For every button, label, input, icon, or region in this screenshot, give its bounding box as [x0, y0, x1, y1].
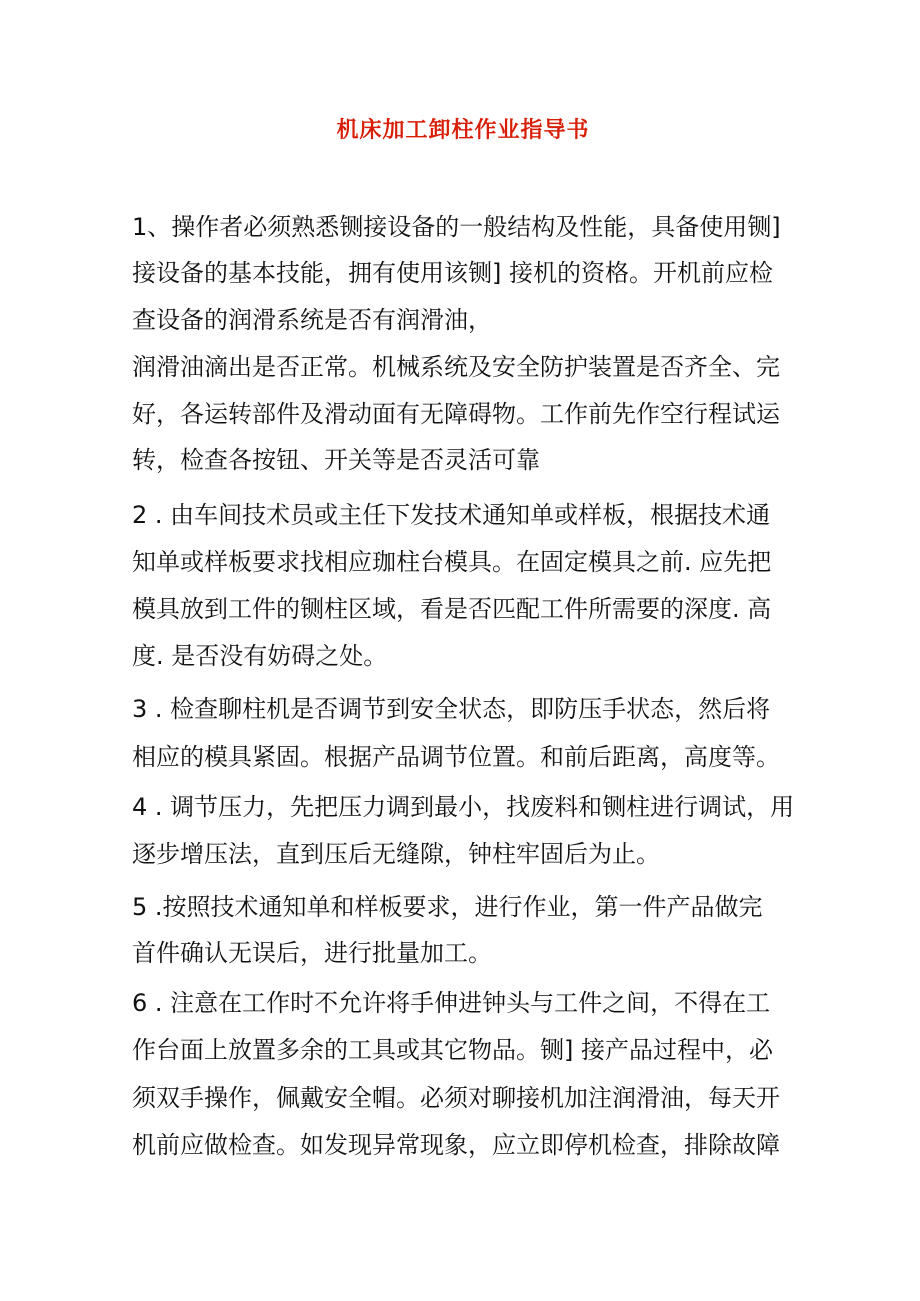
text-line: 相应的模具紧固。根据产品调节位置。和前后距离，高度等。: [132, 743, 780, 771]
text-line: 知单或样板要求找相应珈柱台模具。在固定模具之前. 应先把: [132, 548, 772, 576]
text-line: 转，检查各按钮、开关等是否灵活可靠: [132, 446, 540, 474]
text-line: 机前应做检查。如发现异常现象，应立即停机检查，排除故障: [132, 1131, 780, 1159]
document-title: 机床加工卸柱作业指导书: [336, 118, 590, 143]
text-line: 接设备的基本技能，拥有使用该铡] 接机的资格。开机前应检: [132, 259, 773, 287]
text-line: 5 .按照技术通知单和样板要求，进行作业，第一件产品做完: [132, 893, 763, 921]
text-line: 6 . 注意在工作时不允许将手伸进钟头与工件之间，不得在工: [132, 989, 771, 1017]
text-line: 逐步增压法，直到压后无缝隙，钟柱牢固后为止。: [132, 840, 660, 868]
text-line: 4 . 调节压力，先把压力调到最小，找废料和铡柱进行调试，用: [132, 793, 795, 821]
text-line: 模具放到工件的铡柱区域，看是否匹配工件所需要的深度. 高: [132, 595, 772, 623]
text-line: 须双手操作，佩戴安全帽。必须对聊接机加注润滑油，每天开: [132, 1084, 780, 1112]
text-line: 润滑油滴出是否正常。机械系统及安全防护装置是否齐全、完: [132, 353, 780, 381]
text-line: 首件确认无误后，进行批量加工。: [132, 939, 492, 967]
text-line: 2 . 由车间技术员或主任下发技术通知单或样板，根据技术通: [132, 501, 771, 529]
text-line: 查设备的润滑系统是否有润滑油，: [132, 306, 492, 334]
text-line: 作台面上放置多余的工具或其它物品。铡] 接产品过程中，必: [132, 1036, 773, 1064]
text-line: 3 . 检查聊柱机是否调节到安全状态，即防压手状态，然后将: [132, 695, 771, 723]
text-line: 度. 是否没有妨碍之处。: [132, 642, 388, 670]
text-line: 好，各运转部件及滑动面有无障碍物。工作前先作空行程试运: [132, 400, 780, 428]
text-line: 1、操作者必须熟悉铡接设备的一般结构及性能，具备使用铡]: [132, 213, 781, 241]
